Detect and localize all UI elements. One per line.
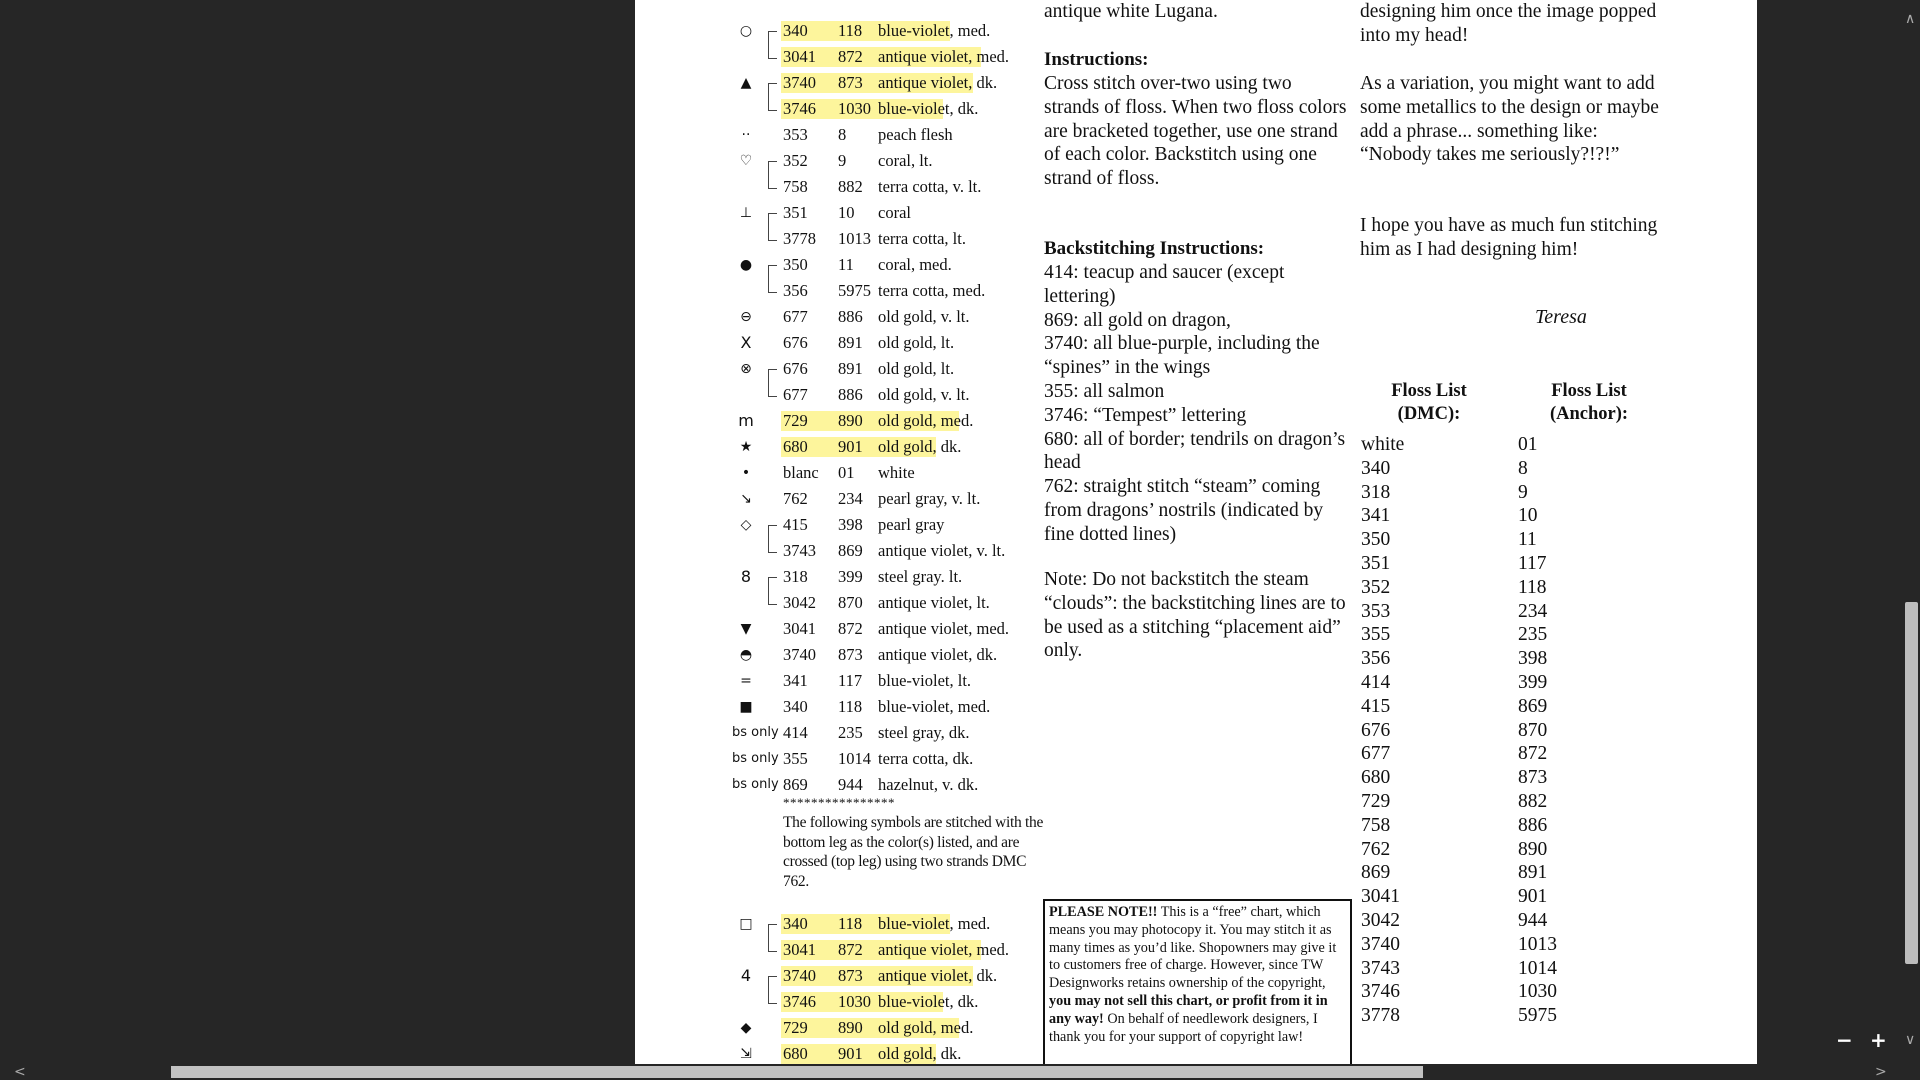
dmc-number: 3740	[783, 73, 816, 92]
color-name: blue-violet, med.	[878, 697, 991, 716]
backstitch-line: 680: all of border; tendrils on dragon’s head	[1044, 428, 1346, 474]
dmc-number: 729	[783, 411, 808, 430]
key-row	[635, 174, 982, 200]
anchor-floss-item: 235	[1518, 624, 1548, 646]
key-symbol-icon: ⇲	[740, 1046, 752, 1062]
dmc-floss-item: 355	[1361, 624, 1391, 646]
vertical-scroll-thumb[interactable]	[1905, 602, 1918, 964]
key-symbol-icon: ●	[739, 257, 753, 273]
dmc-number: 3740	[783, 645, 816, 664]
anchor-floss-item: 117	[1518, 552, 1547, 574]
please-note-text1: This is a “free” chart, which means you may photocopy it. You may stitch it as many times as you’d like. Shopowners may give it to customers free of charge. However, since TW Designworks retains ownership of the copyright,	[1049, 904, 1337, 992]
anchor-number: 891	[838, 333, 863, 352]
key-row	[635, 989, 979, 1015]
anchor-number: 873	[838, 966, 863, 985]
anchor-number: 8	[838, 125, 847, 144]
backstitch-line: 3746: “Tempest” lettering	[1044, 404, 1247, 426]
anchor-number: 10	[838, 203, 855, 222]
dmc-floss-item: 340	[1361, 457, 1391, 479]
dmc-floss-item: 356	[1361, 648, 1391, 670]
dmc-number: 350	[783, 255, 808, 274]
right-para-3: I hope you have as much fun stitching him as I had designing him!	[1360, 215, 1658, 260]
dmc-number: 677	[783, 385, 808, 404]
anchor-floss-item: 10	[1518, 505, 1538, 527]
anchor-number: 873	[838, 645, 863, 664]
anchor-floss-item: 890	[1518, 838, 1548, 860]
backstitch-line: 762: straight stitch “steam” coming from dragons’ nostrils (indicated by fine dotted lines)	[1044, 476, 1324, 545]
key-symbol-icon: ⊥	[739, 205, 753, 221]
key-symbol-icon: bs only	[732, 777, 779, 792]
color-name: peach flesh	[878, 125, 953, 144]
dmc-floss-header: Floss List (DMC):	[1391, 381, 1467, 424]
dmc-floss-item: 3778	[1361, 1005, 1400, 1027]
dmc-number: 3740	[783, 966, 816, 985]
anchor-number: 882	[838, 177, 863, 196]
anchor-floss-list	[1518, 433, 1557, 1028]
key-symbol-icon: ⊖	[740, 309, 752, 325]
key-symbol-icon: ▲	[740, 75, 752, 91]
dmc-floss-item: 677	[1361, 743, 1391, 765]
key-row	[635, 18, 991, 44]
dmc-number: 356	[783, 281, 808, 300]
key-symbol-icon: ◆	[740, 1020, 752, 1036]
dmc-floss-item: 341	[1361, 505, 1391, 527]
backstitch-line: 3740: all blue-purple, including the “spines” in the wings	[1044, 333, 1320, 379]
anchor-floss-item: 8	[1518, 457, 1528, 479]
key-row	[635, 642, 998, 668]
key-symbol-icon: ↘	[740, 491, 752, 507]
anchor-number: 872	[838, 47, 863, 66]
key-row	[635, 0, 965, 18]
key-symbol-icon: ··	[741, 127, 751, 143]
key-row	[635, 434, 965, 460]
instructions-heading: Instructions:	[1044, 49, 1149, 70]
color-name: blue-violet, med.	[878, 914, 991, 933]
key-row	[635, 226, 965, 252]
document-page	[635, 0, 1757, 1064]
key-symbol-icon: 4	[740, 966, 752, 985]
anchor-number: 118	[838, 21, 863, 40]
color-name: terra cotta, v. lt.	[878, 177, 982, 196]
scroll-left-icon[interactable]: <	[14, 1064, 26, 1080]
anchor-number: 886	[838, 385, 863, 404]
key-row	[635, 538, 1006, 564]
anchor-floss-item: 882	[1518, 790, 1548, 812]
dmc-number: 3778	[783, 229, 816, 248]
color-name: blue-violet, med.	[878, 21, 991, 40]
dmc-floss-list	[1361, 433, 1404, 1028]
dmc-number: 3042	[783, 593, 816, 612]
anchor-number: 944	[838, 775, 863, 794]
key-row	[635, 460, 965, 486]
color-name: antique violet, dk.	[878, 966, 998, 985]
anchor-floss-item: 234	[1518, 600, 1548, 622]
color-name: steel gray. lt.	[878, 567, 963, 586]
anchor-number: 872	[838, 619, 863, 638]
anchor-floss-item: 9	[1518, 481, 1528, 503]
key-symbol-icon: ♡	[739, 153, 753, 169]
bracket-icon	[768, 161, 777, 189]
anchor-floss-item: 5975	[1518, 1005, 1557, 1027]
key-row	[635, 408, 974, 434]
dmc-floss-item: 3746	[1361, 981, 1400, 1003]
scroll-right-icon[interactable]: >	[1875, 1064, 1887, 1080]
backstitch-lines	[1044, 261, 1349, 547]
dmc-number: 729	[783, 1018, 808, 1037]
color-name: pearl gray, v. lt.	[878, 489, 981, 508]
bracket-icon	[768, 525, 777, 553]
anchor-number: 901	[838, 1044, 863, 1063]
crossed-symbols-note: The following symbols are stitched with the bottom leg as the color(s) listed, and are crossed (top leg) using two strands DMC 762.	[783, 814, 1044, 890]
dmc-number: blanc	[783, 463, 819, 482]
key-row	[635, 746, 974, 772]
color-name: antique violet, lt.	[878, 593, 990, 612]
key-row	[635, 356, 965, 382]
dmc-floss-item: 351	[1361, 552, 1391, 574]
dmc-number: 351	[783, 203, 808, 222]
dmc-number: 676	[783, 333, 808, 352]
key-row	[635, 590, 990, 616]
dmc-number: 353	[783, 125, 808, 144]
bracket-icon	[768, 31, 777, 59]
key-symbol-icon: •	[741, 465, 751, 481]
dmc-number: 758	[783, 177, 808, 196]
color-name: old gold, dk.	[878, 437, 962, 456]
key-row	[635, 694, 991, 720]
dmc-number: 3746	[783, 99, 816, 118]
anchor-number: 1013	[838, 229, 871, 248]
anchor-number: 873	[838, 73, 863, 92]
key-row	[635, 44, 1010, 70]
key-row	[635, 616, 1010, 642]
key-row	[635, 122, 965, 148]
dmc-number: 680	[783, 1044, 808, 1063]
dmc-floss-item: 352	[1361, 576, 1391, 598]
bracket-icon	[768, 265, 777, 293]
backstitch-line: 355: all salmon	[1044, 380, 1165, 402]
key-row	[635, 96, 979, 122]
instructions-body: Cross stitch over-two using two strands of floss. When two floss colors are bracketed together, use one strand of each color. Backstitch using one strand of floss.	[1044, 73, 1347, 190]
scroll-down-icon[interactable]: ∨	[1905, 1032, 1916, 1048]
anchor-number: 1030	[838, 99, 871, 118]
dmc-floss-item: 729	[1361, 790, 1391, 812]
bracket-icon	[768, 577, 777, 605]
anchor-number: 118	[838, 914, 863, 933]
dmc-number: 341	[783, 671, 808, 690]
anchor-floss-item: 870	[1518, 719, 1548, 741]
color-name: coral, med.	[878, 255, 952, 274]
color-name: steel gray, dk.	[878, 723, 970, 742]
signature: Teresa	[1535, 306, 1587, 328]
key-row	[635, 252, 965, 278]
key-row	[635, 668, 972, 694]
dmc-floss-item: 3041	[1361, 886, 1400, 908]
key-row	[635, 1015, 974, 1041]
dmc-floss-item: 353	[1361, 600, 1391, 622]
key-symbol-icon: ◇	[740, 517, 752, 533]
separator-stars: ****************	[783, 795, 895, 810]
color-name: blue-violet, dk.	[878, 99, 979, 118]
anchor-floss-item: 872	[1518, 743, 1548, 765]
anchor-floss-item: 398	[1518, 648, 1548, 670]
anchor-number: 890	[838, 411, 863, 430]
key-row	[635, 330, 965, 356]
horizontal-scroll-thumb[interactable]	[171, 1066, 1423, 1078]
dmc-number: 680	[783, 437, 808, 456]
key-row	[635, 512, 965, 538]
dmc-floss-item: 414	[1361, 671, 1391, 693]
key-row	[635, 148, 965, 174]
dmc-floss-item: 350	[1361, 529, 1391, 551]
bracket-icon	[768, 924, 777, 952]
key-symbol-icon: 8	[740, 567, 752, 586]
key-symbol-icon: X	[740, 333, 752, 352]
key-symbol-icon: m	[738, 411, 754, 430]
anchor-floss-item: 869	[1518, 695, 1548, 717]
anchor-number: 886	[838, 307, 863, 326]
dmc-number: 3041	[783, 47, 816, 66]
key-row	[635, 937, 1010, 963]
color-name: antique violet, dk.	[878, 645, 998, 664]
anchor-number: 901	[838, 437, 863, 456]
zoom-in-button[interactable]: +	[1870, 1028, 1887, 1052]
bracket-icon	[768, 369, 777, 397]
anchor-floss-item: 944	[1518, 909, 1548, 931]
color-name: coral	[878, 203, 911, 222]
anchor-number: 398	[838, 515, 863, 534]
anchor-floss-item: 11	[1518, 529, 1537, 551]
color-name: coral, lt.	[878, 151, 933, 170]
anchor-number: 9	[838, 151, 847, 170]
dmc-floss-item: 415	[1361, 695, 1391, 717]
key-row	[635, 963, 998, 989]
dmc-floss-item: 676	[1361, 719, 1391, 741]
dmc-number: 677	[783, 307, 808, 326]
backstitch-heading: Backstitching Instructions:	[1044, 238, 1265, 259]
anchor-number: 1030	[838, 992, 871, 1011]
color-name: antique violet, med.	[878, 940, 1010, 959]
anchor-floss-item: 1014	[1518, 957, 1557, 979]
key-row	[635, 304, 970, 330]
color-name: old gold, dk.	[878, 1044, 962, 1063]
color-name: pearl gray	[878, 515, 945, 534]
anchor-floss-item: 873	[1518, 767, 1548, 789]
anchor-floss-item: 01	[1518, 434, 1538, 455]
anchor-number: 01	[838, 463, 855, 482]
color-name: old gold, med.	[878, 1018, 974, 1037]
key-symbol-icon: bs only	[732, 725, 779, 740]
anchor-number: 870	[838, 593, 863, 612]
backstitch-line: 869: all gold on dragon,	[1044, 309, 1231, 331]
color-name: old gold, lt.	[878, 333, 955, 352]
steam-note: Note: Do not backstitch the steam “clouds”: the backstitching lines are to be used as a stitching “placement aid” only.	[1044, 569, 1346, 662]
color-name: blue-violet, dk.	[878, 992, 979, 1011]
key-symbol-icon: □	[739, 916, 753, 932]
key-row	[635, 911, 991, 937]
anchor-floss-header: Floss List (Anchor):	[1549, 381, 1629, 424]
dmc-number: 340	[783, 914, 808, 933]
dmc-number: 415	[783, 515, 808, 534]
dmc-number: 340	[783, 21, 808, 40]
color-name: terra cotta, med.	[878, 281, 986, 300]
please-note-bold: PLEASE NOTE!!	[1049, 904, 1158, 920]
key-symbol-icon: bs only	[732, 751, 779, 766]
anchor-number: 235	[838, 723, 863, 742]
please-note-text2: On behalf of needlework designers, I thank you for your support of copyright law!	[1049, 1010, 1318, 1045]
key-row	[635, 1041, 965, 1064]
dmc-floss-item: 869	[1361, 862, 1391, 884]
key-symbol-icon: ▼	[740, 621, 752, 637]
color-name: terra cotta, lt.	[878, 229, 966, 248]
fabric-line: antique white Lugana.	[1044, 1, 1218, 22]
dmc-floss-item: 3042	[1361, 909, 1400, 931]
key-row	[635, 70, 998, 96]
right-para-1: designing him once the image popped into my head!	[1360, 1, 1657, 46]
anchor-floss-item: 1013	[1518, 933, 1557, 955]
key-row	[635, 382, 970, 408]
anchor-floss-item: 399	[1518, 671, 1548, 693]
anchor-floss-item: 1030	[1518, 981, 1557, 1003]
anchor-number: 11	[838, 255, 854, 274]
zoom-out-button[interactable]: −	[1836, 1028, 1853, 1052]
anchor-floss-item: 891	[1518, 862, 1548, 884]
key-symbol-icon: ■	[739, 699, 753, 715]
color-name: antique violet, med.	[878, 47, 1010, 66]
color-name: hazelnut, v. dk.	[878, 775, 979, 794]
dmc-number: 3746	[783, 992, 816, 1011]
key-symbol-icon: ◓	[739, 647, 753, 663]
right-para-2: As a variation, you might want to add some metallics to the design or maybe add a phrase... something like: “Nobody takes me seriously?!?!”	[1360, 73, 1659, 166]
color-name: old gold, lt.	[878, 359, 955, 378]
bracket-icon	[768, 83, 777, 111]
dmc-number: 318	[783, 567, 808, 586]
dmc-number: 340	[783, 697, 808, 716]
anchor-number: 891	[838, 359, 863, 378]
anchor-number: 872	[838, 940, 863, 959]
anchor-number: 869	[838, 541, 863, 560]
bracket-icon	[768, 976, 777, 1004]
anchor-number: 890	[838, 1018, 863, 1037]
dmc-floss-item: 758	[1361, 814, 1391, 836]
anchor-number: 5975	[838, 281, 871, 300]
key-symbol-icon: =	[740, 673, 752, 689]
color-name: white	[878, 463, 915, 482]
backstitch-line: 414: teacup and saucer (except lettering)	[1044, 262, 1285, 307]
dmc-floss-item: 3740	[1361, 933, 1400, 955]
anchor-floss-item: 901	[1518, 886, 1548, 908]
color-name: terra cotta, dk.	[878, 749, 974, 768]
dmc-number: 762	[783, 489, 808, 508]
dmc-number: 355	[783, 749, 808, 768]
key-symbol-icon: ⊗	[740, 361, 752, 377]
dmc-floss-item: white	[1361, 434, 1405, 455]
dmc-number: 3041	[783, 940, 816, 959]
anchor-floss-item: 886	[1518, 814, 1548, 836]
anchor-number: 1014	[838, 749, 871, 768]
color-name: blue-violet, lt.	[878, 671, 972, 690]
key-row	[635, 720, 970, 746]
dmc-number: 414	[783, 723, 808, 742]
dmc-number: 676	[783, 359, 808, 378]
anchor-number: 399	[838, 567, 863, 586]
dmc-floss-item: 680	[1361, 767, 1391, 789]
key-row	[635, 486, 981, 512]
key-symbol-icon: ○	[739, 23, 753, 39]
dmc-floss-item: 762	[1361, 838, 1391, 860]
scroll-up-icon[interactable]: ∧	[1905, 11, 1916, 27]
color-name: antique violet, v. lt.	[878, 541, 1006, 560]
key-symbol-icon: ★	[739, 439, 753, 455]
anchor-number: 117	[838, 671, 863, 690]
dmc-number: 3041	[783, 619, 816, 638]
color-name: old gold, v. lt.	[878, 385, 970, 404]
anchor-number: 234	[838, 489, 863, 508]
copyright-notice	[1043, 899, 1352, 1064]
key-row	[635, 278, 986, 304]
dmc-floss-item: 318	[1361, 481, 1391, 503]
color-name: old gold, v. lt.	[878, 307, 970, 326]
color-name: antique violet, dk.	[878, 73, 998, 92]
anchor-floss-item: 118	[1518, 576, 1547, 598]
dmc-floss-item: 3743	[1361, 957, 1400, 979]
bracket-icon	[768, 213, 777, 241]
key-row	[635, 564, 965, 590]
please-note-bold2: you may not sell this chart, or profit from it in any way!	[1049, 992, 1328, 1027]
dmc-number: 869	[783, 775, 808, 794]
color-name: old gold, med.	[878, 411, 974, 430]
color-name: antique violet, med.	[878, 619, 1010, 638]
anchor-number: 118	[838, 697, 863, 716]
dmc-number: 352	[783, 151, 808, 170]
dmc-number: 3743	[783, 541, 816, 560]
key-row	[635, 200, 965, 226]
